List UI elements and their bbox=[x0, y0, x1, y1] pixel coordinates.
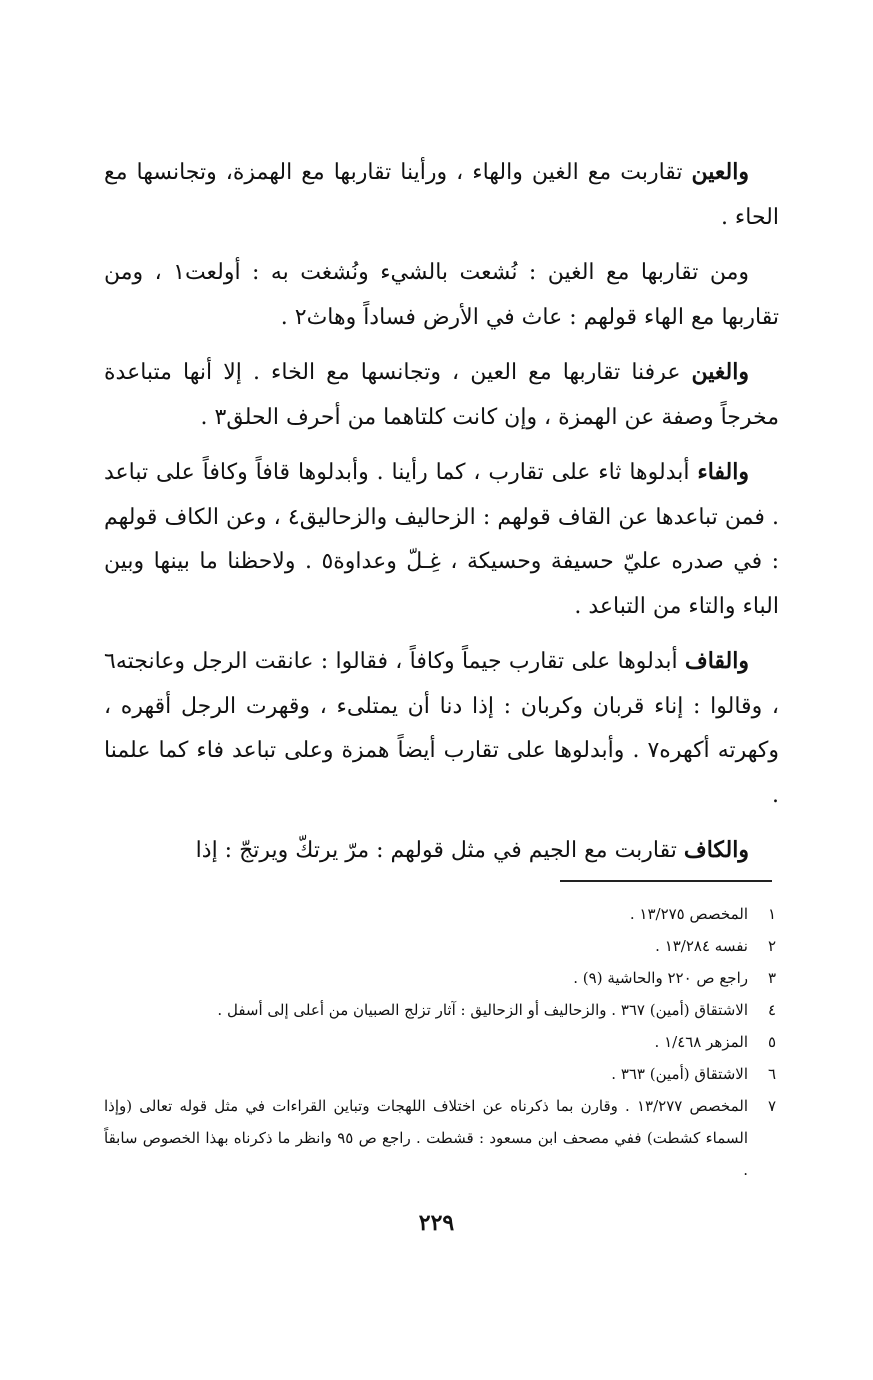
footnote bbox=[104, 1090, 776, 1186]
footnote-number: ٦ bbox=[767, 1065, 776, 1083]
paragraph-text: تقاربت مع الجيم في مثل قولهم : مرّ يرتكّ ويرتجّ : إذا bbox=[195, 838, 684, 863]
footnote-number: ٧ bbox=[767, 1097, 776, 1115]
paragraph-text: أبدلوها ثاء على تقارب ، كما رأينا . وأبدلوها قافاً وكافاً على تباعد . فمن تباعدها عن القاف قولهم : الزحاليف والزحاليق٤ ، وعن الكاف قولهم : في صدره عليّ حسيفة وحسيكة ، غِـلّ وعداوة٥ . ولاحظنا ما بينها وبين الباء والتاء من التباعد . bbox=[104, 460, 780, 619]
footnote-text: المخصص ١٣/٢٧٧ . وقارن بما ذكرناه عن اختلاف اللهجات وتباين القراءات في مثل قوله تعالى (وإذا السماء كشطت) ففي مصحف ابن مسعود : قشطت . راجع ص ٩٥ وانظر ما ذكرناه بهذا الخصوص سابقاً . bbox=[104, 1097, 749, 1179]
paragraph bbox=[104, 828, 779, 874]
paragraph bbox=[104, 250, 779, 340]
footnote bbox=[104, 962, 776, 994]
footnote bbox=[104, 1058, 776, 1090]
paragraph-text: أبدلوها على تقارب جيماً وكافاً ، فقالوا : عانقت الرجل وعانجته٦ ، وقالوا : إناء قربان وكربان : إذا دنا أن يمتلىء ، وقهرت الرجل أقهره ، وكهرته أكهره٧ . وأبدلوها على تقارب أيضاً همزة وعلى تباعد فاء كما علمنا . bbox=[104, 649, 779, 808]
paragraph bbox=[104, 639, 779, 818]
footnote-number: ٣ bbox=[767, 969, 776, 987]
paragraph-lead: والعين bbox=[691, 159, 749, 185]
paragraph-lead: والغين bbox=[691, 359, 749, 385]
paragraph bbox=[104, 450, 779, 629]
main-text bbox=[104, 150, 779, 884]
paragraph-text: ومن تقاربها مع الغين : نُشعت بالشيء ونُشغت به : أولعت١ ، ومن تقاربها مع الهاء قولهم : عاث في الأرض فساداً وهاث٢ . bbox=[104, 260, 779, 330]
paragraph-lead: والقاف bbox=[684, 648, 749, 674]
paragraph bbox=[104, 350, 779, 440]
footnote bbox=[104, 930, 776, 962]
footnote-text: الاشتقاق (أمين) ٣٦٣ . bbox=[611, 1065, 748, 1083]
footnote bbox=[104, 898, 776, 930]
footnote-number: ٤ bbox=[767, 1001, 776, 1019]
footnote-text: راجع ص ٢٢٠ والحاشية (٩) . bbox=[573, 969, 748, 987]
footnote-number: ١ bbox=[767, 905, 776, 923]
footnote-text: المخصص ١٣/٢٧٥ . bbox=[629, 905, 748, 923]
paragraph-lead: والفاء bbox=[697, 459, 749, 485]
page-number: ٢٢٩ bbox=[418, 1210, 455, 1236]
footnote bbox=[104, 994, 776, 1026]
footnote-text: الاشتقاق (أمين) ٣٦٧ . والزحاليف أو الزحاليق : آثار تزلج الصبيان من أعلى إلى أسفل . bbox=[217, 1001, 748, 1019]
footnote-divider bbox=[560, 880, 772, 882]
paragraph bbox=[104, 150, 779, 240]
footnote-number: ٥ bbox=[767, 1033, 776, 1051]
paragraph-text: تقاربت مع الغين والهاء ، ورأينا تقاربها مع الهمزة، وتجانسها مع الحاء . bbox=[104, 160, 779, 230]
footnotes bbox=[104, 898, 776, 1186]
footnote bbox=[104, 1026, 776, 1058]
footnote-text: المزهر ١/٤٦٨ . bbox=[654, 1033, 748, 1051]
footnote-number: ٢ bbox=[767, 937, 776, 955]
footnote-text: نفسه ١٣/٢٨٤ . bbox=[655, 937, 748, 955]
paragraph-lead: والكاف bbox=[683, 837, 749, 863]
paragraph-text: عرفنا تقاربها مع العين ، وتجانسها مع الخاء . إلا أنها متباعدة مخرجاً وصفة عن الهمزة ، وإن كانت كلتاهما من أحرف الحلق٣ . bbox=[104, 360, 779, 430]
